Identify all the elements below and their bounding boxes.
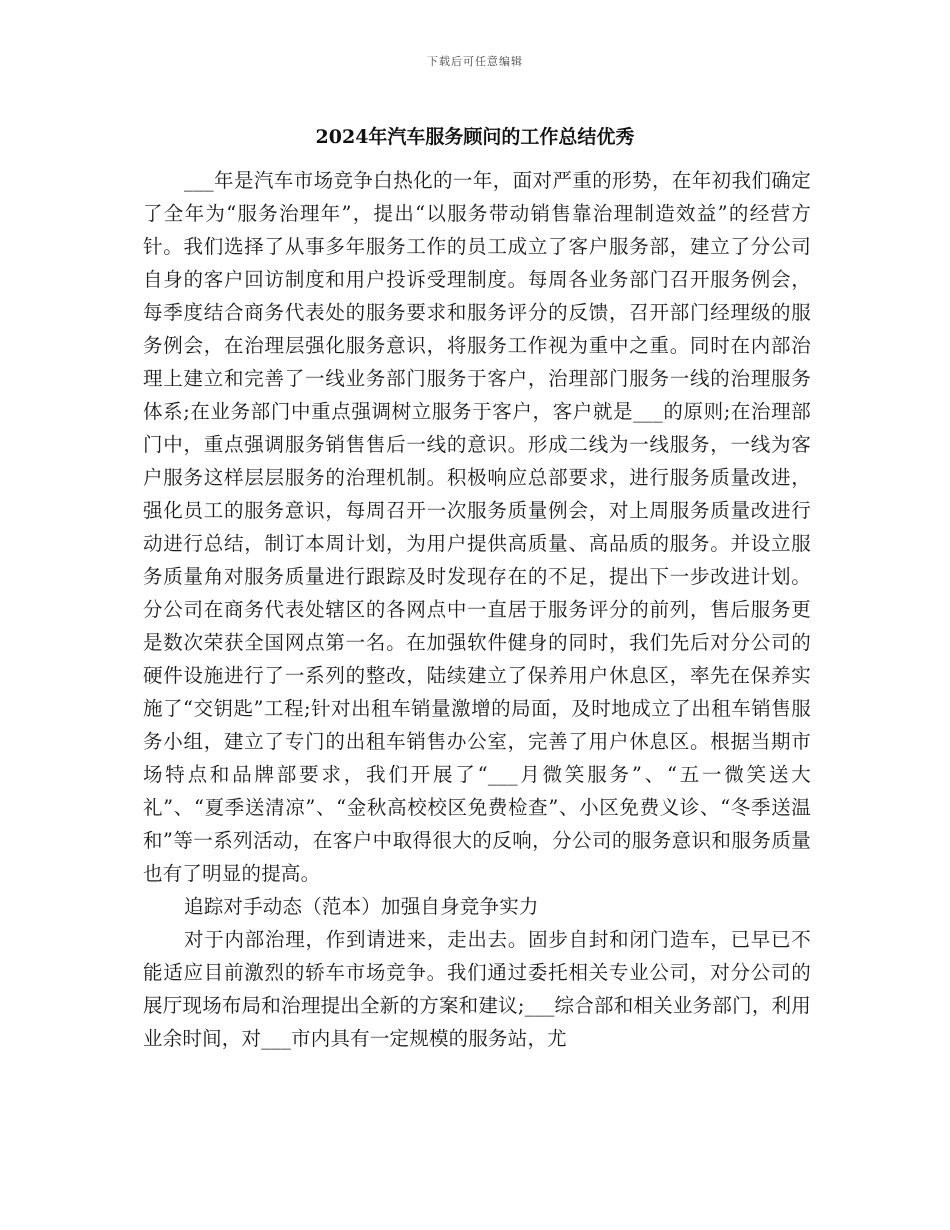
body-paragraph: 对于内部治理，作到请进来，走出去。固步自封和闭门造车，已早已不能适应目前激烈的轿车市场竞争。我们通过委托相关专业公司，对分公司的展厅现场布局和治理提出全新的方案和建议;___综合部和相关业务部门，利用业余时间，对___市内具有一定规模的服务站，尤 xyxy=(143,928,811,1050)
header-note: 下载后可任意编辑 xyxy=(427,55,523,68)
document-title: 2024年汽车服务顾问的工作总结优秀 xyxy=(315,126,635,148)
document-body xyxy=(143,164,811,1055)
section-heading: 追踪对手动态（范本）加强自身竞争实力 xyxy=(184,895,539,918)
body-paragraph: ___年是汽车市场竞争白热化的一年，面对严重的形势，在年初我们确定了全年为“服务治理年”，提出“以服务带动销售靠治理制造效益”的经营方针。我们选择了从事多年服务工作的员工成立了客户服务部，建立了分公司自身的客户回访制度和用户投诉受理制度。每周各业务部门召开服务例会，每季度结合商务代表处的服务要求和服务评分的反馈，召开部门经理级的服务例会，在治理层强化服务意识，将服务工作视为重中之重。同时在内部治理上建立和完善了一线业务部门服务于客户，治理部门服务一线的治理服务体系;在业务部门中重点强调树立服务于客户，客户就是___的原则;在治理部门中，重点强调服务销售售后一线的意识。形成二线为一线服务，一线为客户服务这样层层服务的治理机制。积极响应总部要求，进行服务质量改进，强化员工的服务意识，每周召开一次服务质量例会，对上周服务质量改进行动进行总结，制订本周计划，为用户提供高质量、高品质的服务。并设立服务质量角对服务质量进行跟踪及时发现存在的不足，提出下一步改进计划。分公司在商务代表处辖区的各网点中一直居于服务评分的前列，售后服务更是数次荣获全国网点第一名。在加强软件健身的同时，我们先后对分公司的硬件设施进行了一系列的整改，陆续建立了保养用户休息区，率先在保养实施了“交钥匙”工程;针对出租车销量激增的局面，及时地成立了出租车销售服务小组，建立了专门的出租车销售办公室，完善了用户休息区。根据当期市场特点和品牌部要求，我们开展了“___月微笑服务”、“五一微笑送大礼”、“夏季送清凉”、“金秋高校校区免费检查”、小区免费义诊、“冬季送温和”等一系列活动，在客户中取得很大的反响，分公司的服务意识和服务质量也有了明显的提高。 xyxy=(143,169,811,885)
